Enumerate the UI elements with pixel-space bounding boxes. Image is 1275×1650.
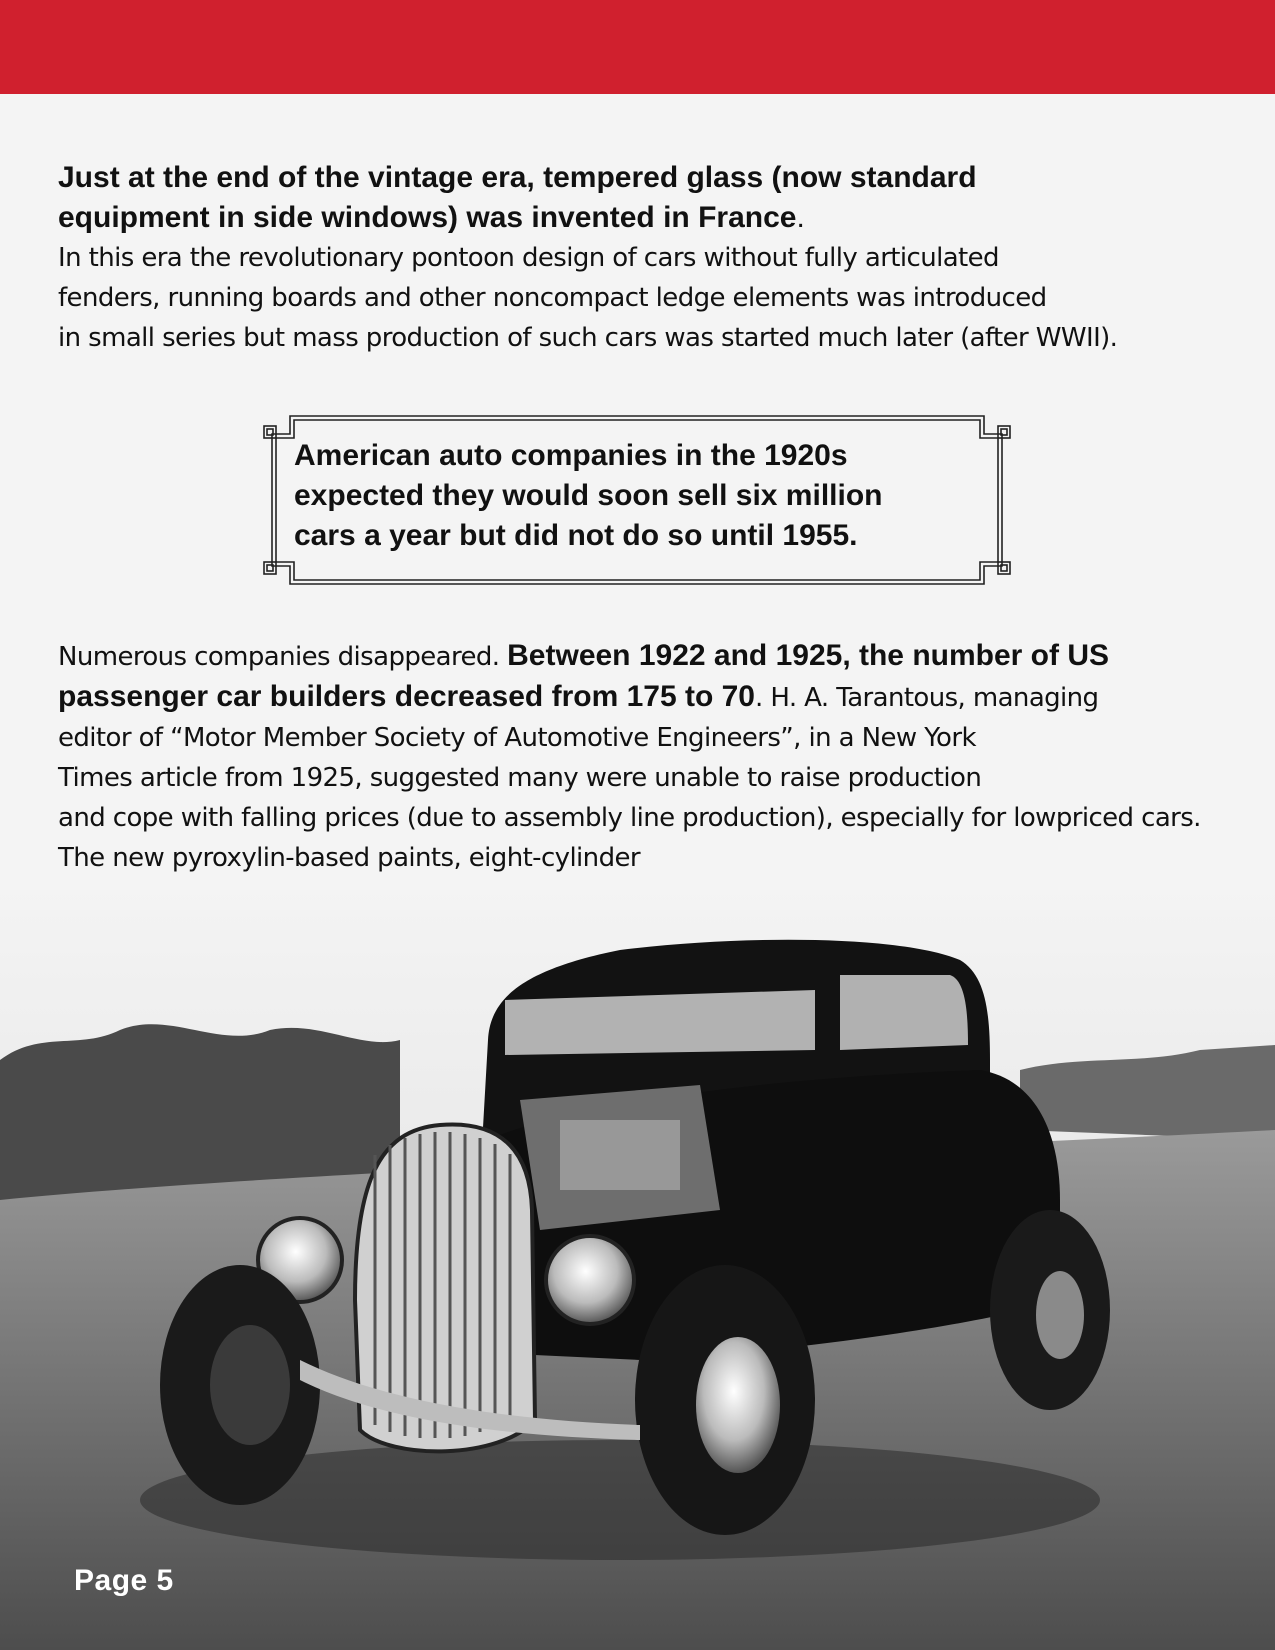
companies-line: The new pyroxylin-based paints, eight-cylinder [58,843,640,873]
page-number: Page 5 [74,1564,174,1597]
intro-body-line: in small series but mass production of such cars was started much later (after WWII). [58,323,1118,353]
intro-lead-line1: Just at the end of the vintage era, tempered glass (now standard [58,161,977,194]
callout-line: expected they would soon sell six million [294,479,883,512]
intro-body [58,238,1218,358]
companies-line: editor of “Motor Member Society of Automotive Engineers”, in a New York [58,723,976,753]
intro-lead [58,158,1218,238]
companies-paragraph [58,636,1258,878]
companies-line1-plain: Numerous companies disappeared. [58,642,508,672]
companies-line: Times article from 1925, suggested many were unable to raise production [58,763,982,793]
vintage-car-photo [0,880,1275,1650]
callout-box [262,414,1012,586]
callout-text [294,436,984,556]
intro-body-line: fenders, running boards and other noncompact ledge elements was introduced [58,283,1047,313]
top-red-band [0,0,1275,94]
callout-line: American auto companies in the 1920s [294,439,848,472]
callout-line: cars a year but did not do so until 1955. [294,519,858,552]
section-companies [58,636,1258,878]
intro-lead-period: . [796,201,805,234]
intro-lead-line2: equipment in side windows) was invented in France [58,201,797,234]
intro-section [58,158,1218,358]
companies-line: and cope with falling prices (due to assembly line production), especially for lowpriced cars. [58,803,1201,833]
companies-line1-bold: Between 1922 and 1925, the number of US [507,639,1110,672]
companies-line2-plain: . H. A. Tarantous, managing [755,683,1099,713]
intro-body-line: In this era the revolutionary pontoon design of cars without fully articulated [58,243,999,273]
companies-line2-bold: passenger car builders decreased from 175 to 70 [58,680,755,713]
